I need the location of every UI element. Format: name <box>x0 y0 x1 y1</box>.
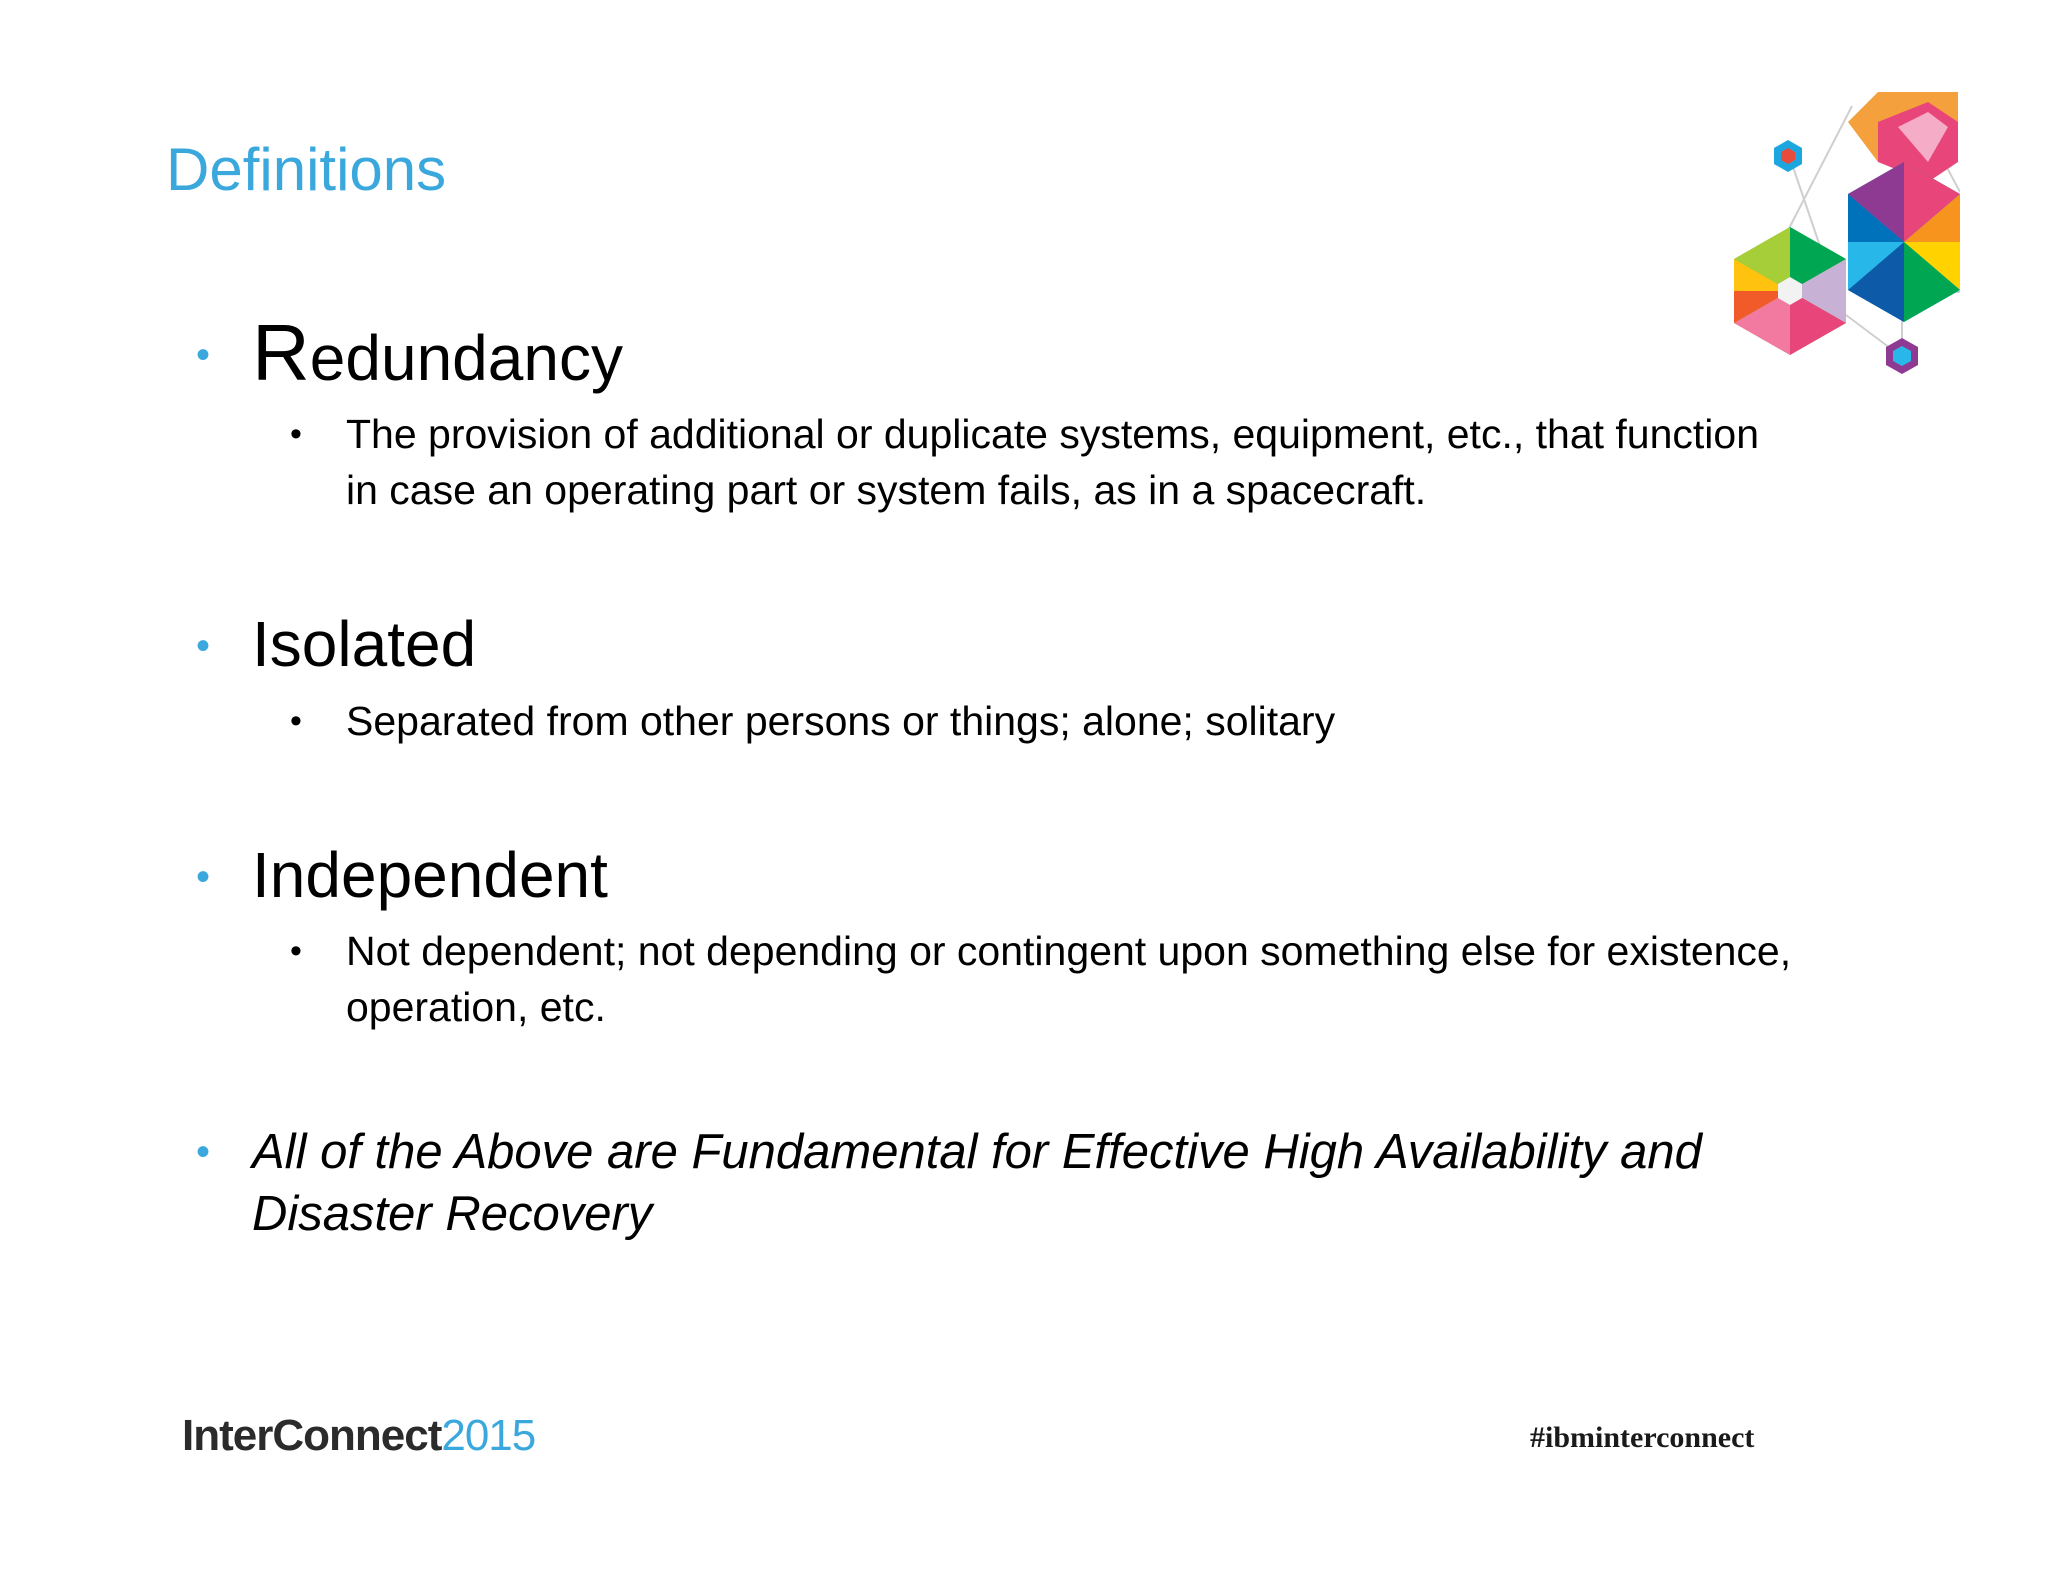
bullet-marker: • <box>196 333 211 377</box>
definition-redundancy: The provision of additional or duplicate systems, equipment, etc., that function in case an operating part or system fails, as in a spacecraft. <box>346 411 1759 513</box>
bullet-marker: • <box>196 855 211 899</box>
sub-bullet-marker: • <box>290 932 302 970</box>
sub-bullet-marker: • <box>290 415 302 453</box>
interconnect-brand-logo <box>182 1408 535 1464</box>
term-redundancy <box>252 308 623 397</box>
sub-bullet-marker: • <box>290 702 302 740</box>
brand-name: InterConnect <box>182 1411 442 1460</box>
bullet-marker: • <box>196 624 211 668</box>
term-rest: edundancy <box>309 322 623 394</box>
conclusion-text: All of the Above are Fundamental for Effective High Availability and Disaster Recovery <box>252 1125 1702 1241</box>
term-isolated: Isolated <box>252 608 477 680</box>
slide-title: Definitions <box>166 136 447 203</box>
term-initial: R <box>252 308 310 397</box>
bullet-marker: • <box>196 1130 211 1174</box>
footer-hashtag: #ibminterconnect <box>1530 1421 1755 1454</box>
definition-independent: Not dependent; not depending or contingent upon something else for existence, operation, etc. <box>346 928 1792 1030</box>
brand-year: 2015 <box>441 1411 536 1460</box>
definition-isolated: Separated from other persons or things; alone; solitary <box>346 698 1336 744</box>
term-independent: Independent <box>252 839 608 911</box>
